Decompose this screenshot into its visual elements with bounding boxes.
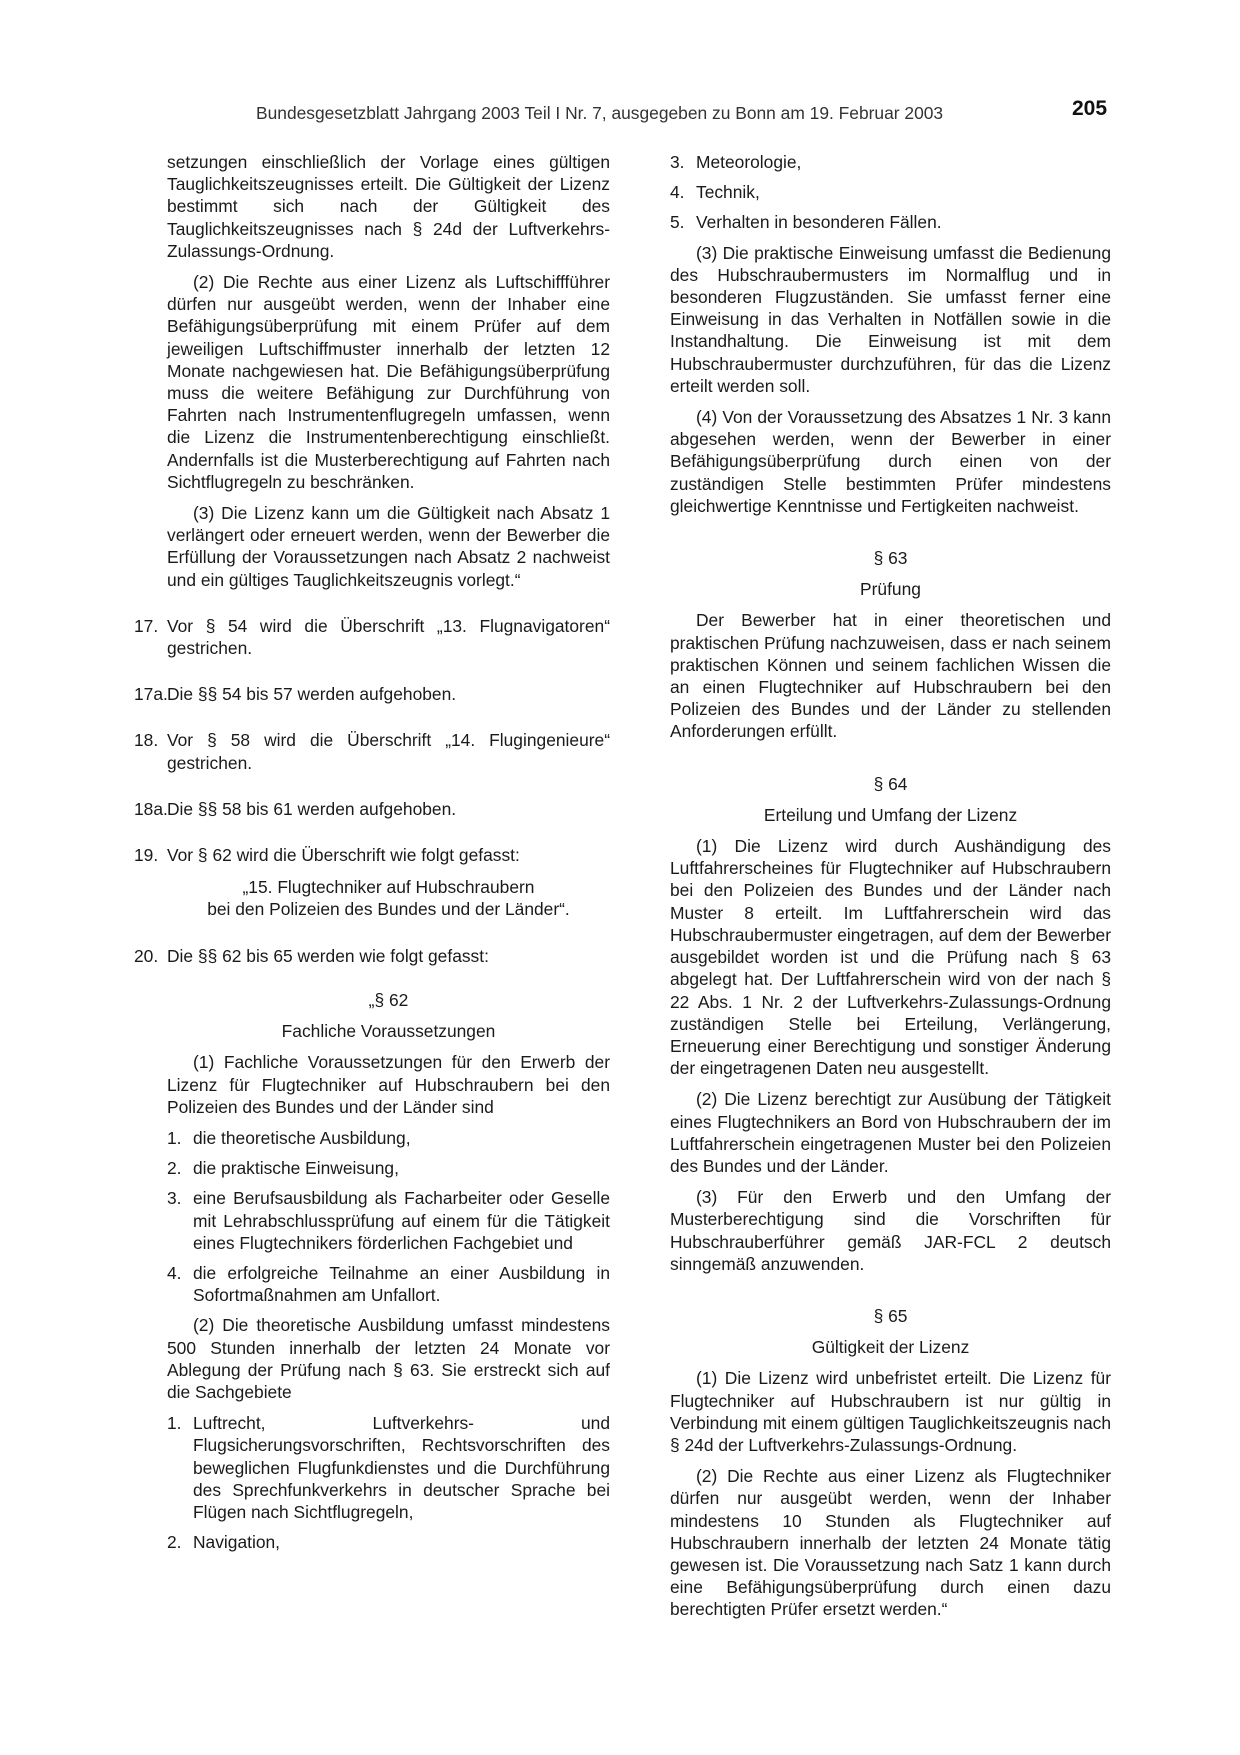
list-item <box>670 151 1111 173</box>
paragraph-s64-abs2: (2) Die Lizenz berechtigt zur Ausübung der Tätigkeit eines Flugtechnikers an Bord von Hubschraubern der im Luftfahrerschein eingetragenen Muster bei den Polizeien des Bundes und der Länder. <box>670 1089 1111 1176</box>
section-number-63: § 63 <box>873 548 908 569</box>
quoted-heading-line-2: bei den Polizeien des Bundes und der Länder“. <box>207 899 570 920</box>
section-title-63: Prüfung <box>860 579 921 600</box>
item-text: Die §§ 58 bis 61 werden aufgehoben. <box>167 798 457 819</box>
list-item <box>167 1187 610 1254</box>
sub-text: die praktische Einweisung, <box>193 1158 399 1179</box>
section-62 <box>167 989 610 1553</box>
sub-text: die theoretische Ausbildung, <box>193 1127 411 1148</box>
paragraph-s65-abs2: (2) Die Rechte aus einer Lizenz als Flugtechniker dürfen nur ausgeübt werden, wenn der Inhaber mindestens 10 Stunden als Flugtechniker auf Hubschraubern innerhalb der letzten 24 Monate tätig gewesen ist. Die Voraussetzung nach Satz 1 kann durch eine Befähigungsüberprüfung durch einen dazu berechtigten Prüfer ersetzt werden.“ <box>670 1466 1111 1620</box>
sub-text: Meteorologie, <box>696 152 802 172</box>
section-number-64: § 64 <box>873 773 908 794</box>
sub-text: eine Berufsausbildung als Facharbeiter oder Geselle mit Lehrabschlussprüfung auf einem für die Tätigkeit eines Flugtechnikers förderlichen Fachgebiet und <box>193 1188 610 1253</box>
list-item <box>167 1412 610 1523</box>
paragraph-s62-abs3: (3) Die praktische Einweisung umfasst die Bedienung des Hubschraubermusters im Normalflug und in besonderen Flugzuständen. Sie umfasst ferner eine Einweisung in das Verhalten in Notfällen sowie in die Instandhaltung. Die Einweisung ist mit dem Hubschraubermuster durchzuführen, für das die Lizenz erteilt werden soll. <box>670 242 1111 396</box>
item-number: 18a. <box>134 798 168 819</box>
section-title-64: Erteilung und Umfang der Lizenz <box>763 804 1018 825</box>
sub-number: 3. <box>167 1188 182 1209</box>
sub-number: 2. <box>167 1532 182 1553</box>
paragraph-s62-abs1: (1) Fachliche Voraussetzungen für den Erwerb der Lizenz für Flugtechniker auf Hubschraubern bei den Polizeien des Bundes und der Länder sind <box>167 1052 610 1117</box>
item-number: 17. <box>134 615 159 636</box>
list-item <box>167 1157 610 1179</box>
item-text: Vor § 62 wird die Überschrift wie folgt gefasst: <box>167 845 520 866</box>
list-item <box>167 1262 610 1306</box>
section-title-65: Gültigkeit der Lizenz <box>811 1337 970 1358</box>
paragraph-s64-abs3: (3) Für den Erwerb und den Umfang der Musterberechtigung sind die Vorschriften für Hubschrauberführer gemäß JAR-FCL 2 deutsch sinngemäß anzuwenden. <box>670 1187 1111 1274</box>
paragraph-s65-abs1: (1) Die Lizenz wird unbefristet erteilt. Die Lizenz für Flugtechniker auf Hubschraubern ist nur gültig in Verbindung mit einem gültigen Tauglichkeitszeugnis nach § 24d der Luftverkehrs-Zulassungs-Ordnung. <box>670 1368 1111 1455</box>
list-item <box>167 1531 610 1553</box>
section-number-65: § 65 <box>873 1305 908 1326</box>
list-item-20 <box>134 945 610 967</box>
sub-number: 4. <box>670 182 685 203</box>
item-text: Die §§ 54 bis 57 werden aufgehoben. <box>167 684 457 705</box>
sub-number: 2. <box>167 1158 182 1179</box>
section-title: Fachliche Voraussetzungen <box>281 1021 496 1042</box>
sub-text: Navigation, <box>193 1532 281 1553</box>
page-header <box>0 98 1240 128</box>
list-item <box>167 1127 610 1149</box>
paragraph-s62-abs4: (4) Von der Voraussetzung des Absatzes 1 Nr. 3 kann abgesehen werden, wenn der Bewerber in einer Befähigungsüberprüfung durch einen von der zuständigen Stelle bestimmten Prüfer mindestens gleichwertige Kenntnisse und Fertigkeiten nachweist. <box>670 407 1111 516</box>
section-number: „§ 62 <box>368 989 409 1010</box>
item-text: Vor § 58 wird die Überschrift „14. Flugingenieure“ gestrichen. <box>167 730 610 773</box>
item-text: Die §§ 62 bis 65 werden wie folgt gefasst: <box>167 945 489 966</box>
quoted-block <box>167 151 610 591</box>
list-item-18 <box>134 729 610 773</box>
page-number: 205 <box>1072 97 1108 120</box>
sub-number: 4. <box>167 1262 182 1283</box>
list-item-18a <box>134 798 610 820</box>
sub-text: Technik, <box>696 182 760 203</box>
header-title: Bundesgesetzblatt Jahrgang 2003 Teil I Nr. 7, ausgegeben zu Bonn am 19. Februar 2003 <box>256 103 944 123</box>
sub-number: 3. <box>670 152 685 172</box>
left-column <box>134 151 610 1561</box>
list-item-19 <box>134 844 610 921</box>
paragraph-abs3: (3) Die Lizenz kann um die Gültigkeit nach Absatz 1 verlängert oder erneuert werden, wenn der Bewerber die Erfüllung der Voraussetzungen nach Absatz 2 nachweist und ein gültiges Tauglichkeitszeugnis vorlegt.“ <box>167 503 610 590</box>
quoted-heading-line-1: „15. Flugtechniker auf Hubschraubern <box>242 877 535 898</box>
list-item <box>670 211 1111 233</box>
paragraph-abs2: (2) Die Rechte aus einer Lizenz als Luftschiffführer dürfen nur ausgeübt werden, wenn der Inhaber eine Befähigungsüberprüfung mit einem Prüfer auf dem jeweiligen Luftschiffmuster innerhalb der letzten 12 Monate nachgewiesen hat. Die Befähigungsüberprüfung muss die weitere Befähigung zur Durchführung von Fahrten nach Instrumentenflugregeln umfassen, wenn die Lizenz die Instrumentenberechtigung einschließt. Andernfalls ist die Musterberechtigung auf Fahrten nach Sichtflugregeln zu beschränken. <box>167 272 610 492</box>
sub-text: Luftrecht, Luftverkehrs- und Flugsicherungsvorschriften, Rechtsvorschriften des beweglichen Flugfunkdienstes und die Durchführung des Sprechfunkverkehrs in deutscher Sprache bei Flügen nach Sichtflugregeln, <box>193 1413 610 1522</box>
sub-number: 1. <box>167 1413 182 1434</box>
item-number: 20. <box>134 945 159 966</box>
paragraph-s64-abs1: (1) Die Lizenz wird durch Aushändigung des Luftfahrerscheines für Flugtechniker auf Hubschraubern bei den Polizeien des Bundes und der Länder nach Muster 8 erteilt. Im Luftfahrerschein wird das Hubschraubermuster eingetragen, auf dem der Bewerber ausgebildet worden ist und die Prüfung nach § 63 abgelegt hat. Der Luftfahrerschein wird von der nach § 22 Abs. 1 Nr. 2 der Luftverkehrs-Zulassungs-Ordnung zuständigen Stelle bei Erteilung, Verlängerung, Erneuerung einer Berechtigung und sonstiger Änderung der eingetragenen Daten neu ausgestellt. <box>670 836 1111 1079</box>
sub-number: 5. <box>670 212 685 233</box>
item-number: 17a. <box>134 684 168 705</box>
paragraph-continuation: setzungen einschließlich der Vorlage eines gültigen Tauglichkeitszeugnisses erteilt. Die Gültigkeit der Lizenz bestimmt sich nach der Gültigkeit des Tauglichkeitszeugnisses nach § 24d der Luftverkehrs-Zulassungs-Ordnung. <box>167 152 610 261</box>
item-number: 19. <box>134 845 159 866</box>
paragraph-s63: Der Bewerber hat in einer theoretischen und praktischen Prüfung nachzuweisen, dass er nach seinem praktischen Können und seinem fachlichen Wissen die an einen Flugtechniker auf Hubschraubern bei den Polizeien des Bundes und der Länder zu stellenden Anforderungen erfüllt. <box>670 610 1111 742</box>
item-number: 18. <box>134 730 159 751</box>
item-text: Vor § 54 wird die Überschrift „13. Flugnavigatoren“ gestrichen. <box>167 615 610 659</box>
sub-text: Verhalten in besonderen Fällen. <box>696 212 942 233</box>
list-item-17a <box>134 683 610 705</box>
right-column <box>670 151 1111 1630</box>
list-item <box>670 181 1111 203</box>
list-item-17 <box>134 615 610 659</box>
sub-text: die erfolgreiche Teilnahme an einer Ausbildung in Sofortmaßnahmen am Unfallort. <box>193 1262 610 1306</box>
sub-number: 1. <box>167 1127 182 1148</box>
paragraph-s62-abs2: (2) Die theoretische Ausbildung umfasst mindestens 500 Stunden innerhalb der letzten 24 Monate vor Ablegung der Prüfung nach § 63. Sie erstreckt sich auf die Sachgebiete <box>167 1315 610 1402</box>
